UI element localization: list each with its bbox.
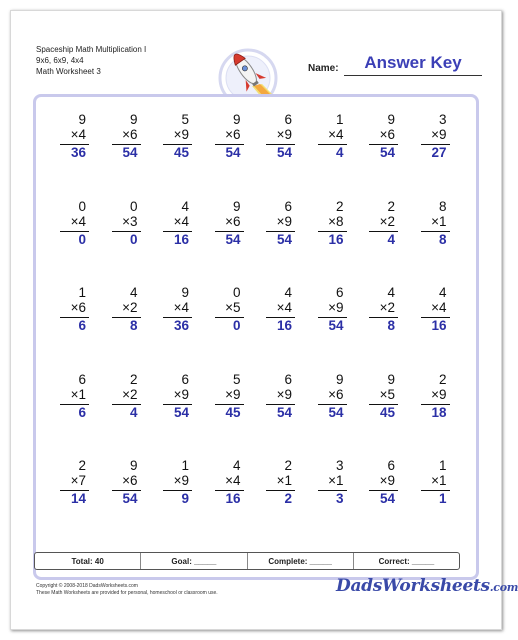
multiplication-problem: [258, 286, 306, 346]
multiplier: ×6: [225, 127, 241, 142]
answer: 6: [78, 318, 86, 333]
multiplier: ×5: [225, 300, 241, 315]
multiplication-problem: [207, 200, 255, 260]
multiplication-problem: [413, 286, 461, 346]
brand-suffix: .com: [489, 581, 518, 594]
multiplicand: 1: [438, 458, 447, 473]
answer: 1: [438, 491, 447, 506]
multiplicand: 6: [78, 371, 86, 387]
answer: 8: [129, 318, 138, 333]
summary-bar: [34, 552, 460, 570]
answer: 16: [173, 231, 189, 247]
answer: 16: [225, 491, 241, 506]
multiplication-problem: [104, 200, 152, 260]
answer: 54: [276, 145, 292, 160]
multiplier: ×9: [431, 386, 447, 402]
multiplication-problem: [361, 459, 409, 519]
multiplicand: 9: [232, 112, 241, 127]
answer: 54: [122, 491, 138, 506]
footer-notes: [36, 583, 218, 597]
multiplication-problem: [155, 113, 203, 173]
multiplier: ×1: [276, 473, 292, 488]
answer: 14: [70, 491, 86, 506]
answer: 0: [232, 318, 241, 333]
answer: 54: [379, 145, 395, 160]
multiplication-problem: [258, 200, 306, 260]
multiplication-problem: [52, 459, 100, 519]
answer: 54: [122, 145, 138, 160]
multiplicand: 1: [335, 112, 344, 127]
multiplier: ×6: [122, 127, 138, 142]
multiplier: ×9: [173, 473, 189, 488]
multiplier: ×1: [70, 386, 86, 402]
multiplication-problem: [413, 113, 461, 173]
multiplier: ×3: [122, 213, 138, 229]
multiplicand: 6: [284, 198, 292, 214]
worksheet-title: Spaceship Math Multiplication I: [36, 45, 147, 54]
answer: 36: [70, 145, 86, 160]
multiplicand: 1: [181, 458, 189, 473]
multiplication-problem: [361, 113, 409, 173]
multiplier: ×6: [122, 473, 138, 488]
multiplicand: 6: [284, 112, 292, 127]
multiplication-problem: [155, 286, 203, 346]
multiplicand: 2: [387, 198, 395, 214]
multiplier: ×7: [70, 473, 86, 488]
multiplication-problem: [413, 459, 461, 519]
multiplier: ×9: [173, 386, 189, 402]
multiplication-problem: [361, 373, 409, 433]
multiplication-problem: [104, 286, 152, 346]
multiplier: ×6: [225, 213, 241, 229]
answer: 3: [335, 491, 344, 506]
total-cell: Total: 40: [71, 556, 104, 566]
worksheet-facts: 9x6, 6x9, 4x4: [36, 56, 84, 65]
name-line: [344, 53, 482, 76]
multiplier: ×9: [276, 386, 292, 402]
multiplication-problem: [207, 113, 255, 173]
answer: 6: [78, 404, 86, 420]
answer: 16: [328, 231, 344, 247]
multiplication-problem: [104, 113, 152, 173]
answer: 36: [173, 318, 189, 333]
answer: 54: [328, 318, 344, 333]
multiplicand: 8: [438, 198, 447, 214]
multiplication-problem: [258, 113, 306, 173]
multiplicand: 2: [335, 198, 344, 214]
multiplier: ×4: [431, 300, 447, 315]
multiplicand: 9: [78, 112, 86, 127]
answer: 18: [431, 404, 447, 420]
multiplication-problem: [310, 286, 358, 346]
usage-note: These Math Worksheets are provided for personal, homeschool or classroom use.: [36, 590, 218, 596]
multiplication-problem: [413, 200, 461, 260]
multiplication-problem: [207, 373, 255, 433]
multiplicand: 6: [387, 458, 395, 473]
multiplier: ×4: [173, 213, 189, 229]
problem-row: [44, 286, 468, 373]
multiplicand: 0: [78, 198, 86, 214]
multiplication-problem: [52, 200, 100, 260]
multiplier: ×1: [431, 213, 447, 229]
multiplier: ×6: [379, 127, 395, 142]
multiplicand: 5: [181, 112, 189, 127]
multiplier: ×4: [225, 473, 241, 488]
name-field[interactable]: [306, 52, 486, 76]
worksheet-header-info: [36, 44, 146, 77]
multiplicand: 6: [181, 371, 189, 387]
problem-grid: [44, 113, 468, 546]
multiplicand: 2: [438, 371, 447, 387]
goal-cell[interactable]: Goal: _____: [140, 553, 246, 569]
brand-logo: [336, 576, 518, 596]
multiplicand: 0: [232, 285, 241, 300]
answer: 16: [276, 318, 292, 333]
multiplicand: 9: [129, 458, 138, 473]
multiplicand: 9: [387, 112, 395, 127]
multiplicand: 6: [284, 371, 292, 387]
multiplicand: 4: [438, 285, 447, 300]
answer: 0: [78, 231, 86, 247]
multiplier: ×8: [328, 213, 344, 229]
multiplier: ×1: [328, 473, 344, 488]
multiplication-problem: [258, 459, 306, 519]
multiplier: ×4: [328, 127, 344, 142]
answer: 0: [129, 231, 138, 247]
multiplication-problem: [155, 373, 203, 433]
multiplication-problem: [104, 373, 152, 433]
multiplier: ×4: [276, 300, 292, 315]
multiplicand: 2: [129, 371, 138, 387]
multiplier: ×2: [379, 300, 395, 315]
answer: 45: [173, 145, 189, 160]
multiplication-problem: [310, 113, 358, 173]
multiplier: ×1: [431, 473, 447, 488]
multiplication-problem: [310, 373, 358, 433]
answer: 8: [387, 318, 395, 333]
multiplier: ×9: [328, 300, 344, 315]
multiplication-problem: [310, 459, 358, 519]
answer: 54: [379, 491, 395, 506]
multiplier: ×5: [379, 386, 395, 402]
multiplication-problem: [413, 373, 461, 433]
multiplier: ×9: [276, 213, 292, 229]
answer: 54: [225, 145, 241, 160]
multiplication-problem: [361, 200, 409, 260]
problem-row: [44, 459, 468, 546]
answer: 16: [431, 318, 447, 333]
answer: 54: [328, 404, 344, 420]
answer: 54: [173, 404, 189, 420]
multiplication-problem: [310, 200, 358, 260]
multiplicand: 9: [181, 285, 189, 300]
answer: 4: [335, 145, 344, 160]
multiplier: ×2: [122, 300, 138, 315]
multiplication-problem: [155, 200, 203, 260]
answer: 45: [379, 404, 395, 420]
answer-key-label: Answer Key: [364, 53, 462, 72]
multiplicand: 9: [335, 371, 344, 387]
multiplier: ×6: [70, 300, 86, 315]
multiplication-problem: [361, 286, 409, 346]
multiplier: ×2: [379, 213, 395, 229]
answer: 54: [276, 231, 292, 247]
multiplicand: 4: [129, 285, 138, 300]
multiplication-problem: [207, 286, 255, 346]
problem-row: [44, 113, 468, 200]
answer: 54: [225, 231, 241, 247]
name-label: Name:: [308, 63, 339, 74]
answer: 2: [284, 491, 292, 506]
multiplicand: 3: [335, 458, 344, 473]
complete-cell[interactable]: Complete: _____: [247, 553, 353, 569]
multiplicand: 3: [438, 112, 447, 127]
problem-row: [44, 373, 468, 460]
multiplication-problem: [52, 286, 100, 346]
multiplicand: 9: [387, 371, 395, 387]
multiplicand: 1: [78, 285, 86, 300]
multiplicand: 9: [129, 112, 138, 127]
multiplication-problem: [52, 373, 100, 433]
multiplicand: 4: [232, 458, 241, 473]
answer: 9: [181, 491, 189, 506]
problem-row: [44, 200, 468, 287]
answer: 45: [225, 404, 241, 420]
multiplier: ×9: [173, 127, 189, 142]
multiplicand: 9: [232, 198, 241, 214]
answer: 4: [387, 231, 395, 247]
brand-name: DadsWorksheets: [336, 576, 490, 596]
multiplier: ×9: [431, 127, 447, 142]
multiplier: ×4: [173, 300, 189, 315]
multiplicand: 2: [78, 458, 86, 473]
multiplication-problem: [155, 459, 203, 519]
multiplication-problem: [52, 113, 100, 173]
multiplication-problem: [258, 373, 306, 433]
answer: 4: [129, 404, 138, 420]
multiplier: ×2: [122, 386, 138, 402]
multiplicand: 0: [129, 198, 138, 214]
answer: 8: [438, 231, 447, 247]
multiplicand: 2: [284, 458, 292, 473]
multiplicand: 4: [387, 285, 395, 300]
problem-frame: [33, 94, 479, 580]
multiplicand: 6: [335, 285, 344, 300]
multiplier: ×9: [225, 386, 241, 402]
multiplication-problem: [104, 459, 152, 519]
answer: 27: [431, 145, 447, 160]
multiplier: ×9: [276, 127, 292, 142]
multiplicand: 5: [232, 371, 241, 387]
multiplier: ×4: [70, 213, 86, 229]
copyright-text: Copyright © 2008-2018 DadsWorksheets.com: [36, 583, 138, 589]
multiplier: ×6: [328, 386, 344, 402]
multiplier: ×9: [379, 473, 395, 488]
answer: 54: [276, 404, 292, 420]
multiplication-problem: [207, 459, 255, 519]
multiplicand: 4: [181, 198, 189, 214]
multiplier: ×4: [70, 127, 86, 142]
multiplicand: 4: [284, 285, 292, 300]
worksheet-number: Math Worksheet 3: [36, 67, 101, 76]
correct-cell[interactable]: Correct: _____: [353, 553, 459, 569]
